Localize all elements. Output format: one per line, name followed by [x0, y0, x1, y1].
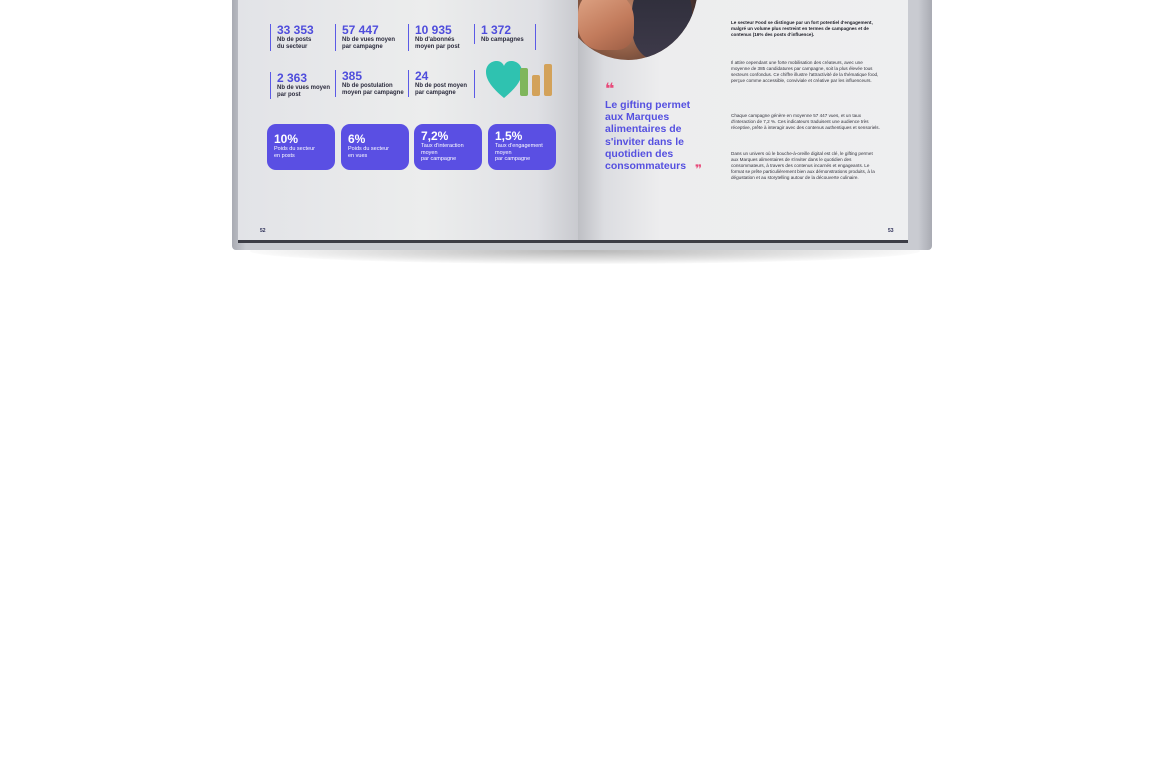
page-bottom-band	[238, 240, 908, 243]
stat-label: Nb de post moyen	[415, 83, 468, 89]
badge-posts-share	[267, 124, 335, 170]
badge-label: Taux d'engagement	[495, 143, 543, 149]
badge-value: 10%	[274, 132, 299, 146]
badge-label: en posts	[274, 152, 295, 159]
stat-label: moyen par post	[415, 44, 460, 50]
stat-applications	[335, 70, 406, 97]
photo-hand-shape	[578, 0, 634, 50]
badge-label: Taux d'interaction	[421, 143, 464, 149]
stat-label: Nb d'abonnés	[415, 37, 455, 43]
stat-label: Nb de vues moyen	[277, 85, 331, 91]
lead-paragraph: Le secteur Food se distingue par un fort potentiel d'engagement, malgré un volume plus restreint en termes de campagnes et de contenus (16% des posts d'influence).	[731, 20, 873, 37]
body-paragraph-3: Dans un univers où le bouche-à-oreille digital est clé, le gifting permet aux Marques alimentaires de s'inviter dans le quotidien des consommateurs, à travers des contenus incarnés et engageants. Le format se prête particulièrement bien aux démonstrations produits, à la dégustation et au storytelling autour de la découverte culinaire.	[731, 151, 875, 180]
divider	[474, 70, 475, 98]
badge-label: par campagne	[495, 156, 531, 162]
stat-campaigns	[474, 24, 537, 44]
stat-label: par campagne	[415, 90, 456, 96]
stat-label: Nb de posts	[277, 37, 312, 43]
page-number-left: 52	[260, 228, 266, 234]
stat-value: 2 363	[277, 71, 308, 85]
body-paragraph-2: Chaque campagne génère en moyenne 57 447 vues, et un taux d'interaction de 7,2 %. Ces indicateurs traduisent une audience très réceptive, prête à interagir avec des contenus authentiques et sensoriels.	[731, 113, 880, 130]
badge-value: 7,2%	[421, 129, 449, 143]
quote-open-icon: ❝	[605, 81, 613, 98]
divider	[535, 24, 536, 50]
pull-quote: Le gifting permet aux Marques alimentaires de s'inviter dans le quotidien des consommateurs	[605, 99, 691, 173]
heart-chart-logo-icon	[486, 60, 558, 100]
stat-posts	[270, 24, 341, 51]
photo-shape	[632, 0, 692, 60]
stat-value: 385	[342, 69, 363, 83]
badge-label: moyen	[495, 149, 512, 156]
stat-label: du secteur	[277, 44, 308, 50]
photo-circle	[578, 0, 698, 60]
body-paragraph-1: Il attire cependant une forte mobilisation des créateurs, avec une moyenne de 385 candidatures par campagne, soit la plus élevée tous secteurs confondus. Ce chiffre illustre l'attractivité de la thématique food, perçue comme accessible, conviviale et créative par les influenceurs.	[731, 60, 879, 83]
page-number-right: 53	[888, 228, 894, 234]
stat-label: Nb de vues moyen	[342, 37, 396, 43]
stat-value: 33 353	[277, 23, 314, 37]
badge-label: par campagne	[421, 156, 457, 162]
badge-value: 6%	[348, 132, 366, 146]
badge-interaction-rate	[414, 124, 482, 170]
stat-value: 1 372	[481, 23, 512, 37]
stat-views-post	[270, 72, 341, 99]
stat-label: moyen par campagne	[342, 90, 404, 96]
stat-posts-campaign	[408, 70, 479, 97]
stat-label: par post	[277, 92, 301, 98]
stat-value: 57 447	[342, 23, 379, 37]
badge-label: moyen	[421, 149, 438, 156]
badge-views-share	[341, 124, 409, 170]
stat-label: par campagne	[342, 44, 383, 50]
badge-engagement-rate	[488, 124, 556, 170]
stat-followers	[408, 24, 479, 51]
quote-close-icon: ❞	[695, 162, 701, 176]
stat-value: 10 935	[415, 23, 452, 37]
stat-views-campaign	[335, 24, 406, 51]
badge-label: Poids du secteur	[348, 146, 389, 152]
stat-value: 24	[415, 69, 429, 83]
badge-label: en vues	[348, 152, 368, 159]
stat-label: Nb de postulation	[342, 83, 393, 89]
badge-value: 1,5%	[495, 129, 523, 143]
stat-label: Nb campagnes	[481, 37, 524, 43]
badge-label: Poids du secteur	[274, 146, 315, 152]
